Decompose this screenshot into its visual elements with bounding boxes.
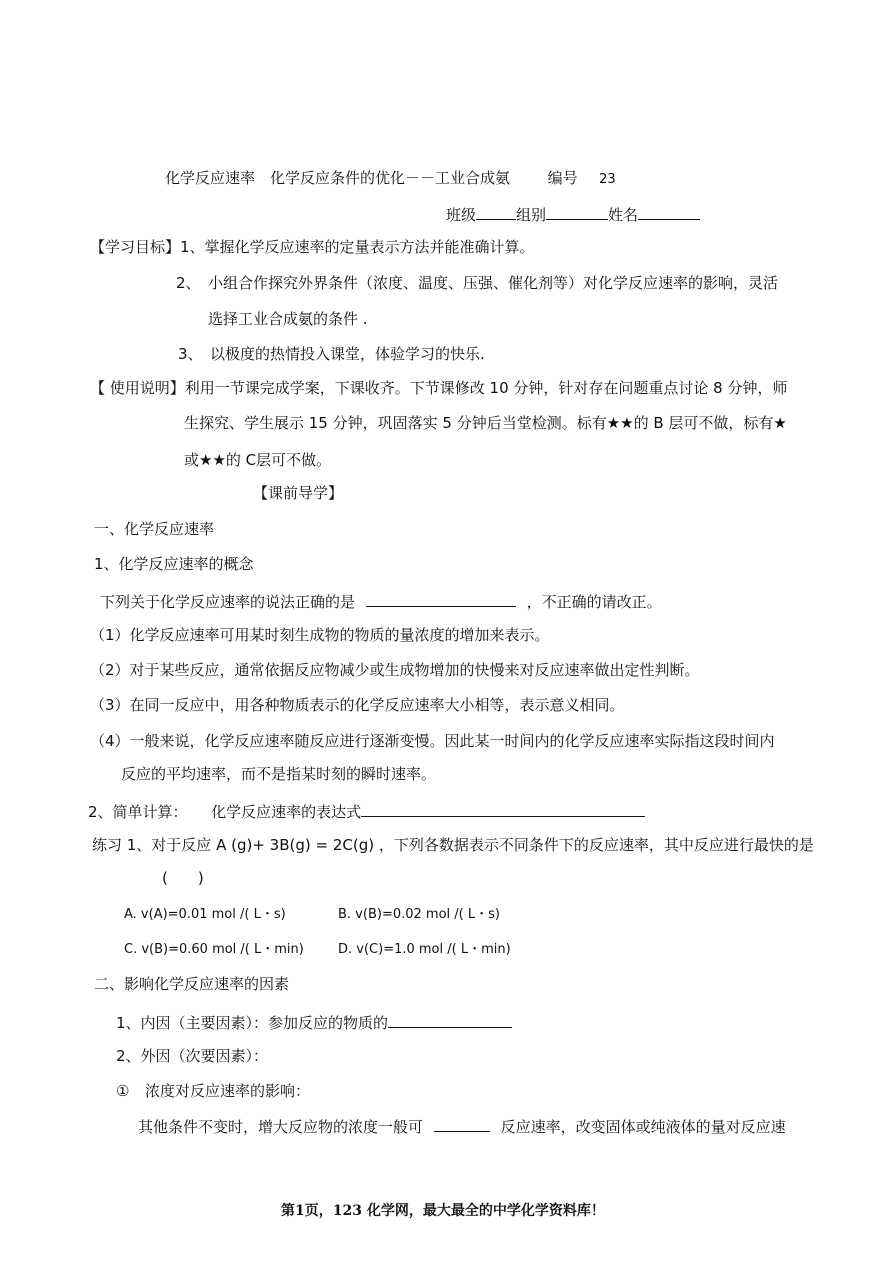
statement-3: （3）在同一反应中，用各种物质表示的化学反应速率大小相等，表示意义相同。 bbox=[90, 696, 625, 714]
statement-4: （4）一般来说，化学反应速率随反应进行逐渐变慢。因此某一时间内的化学反应速率实际指这段时间内 bbox=[90, 732, 775, 750]
objective-item-2b: 选择工业合成氨的条件 . bbox=[208, 310, 368, 328]
objective-item-2a: 2、 小组合作探究外界条件（浓度、温度、压强、催化剂等）对化学反应速率的影响，灵活 bbox=[176, 274, 779, 292]
statement-2: （2）对于某些反应，通常依据反应物减少或生成物增加的快慢来对反应速率做出定性判断。 bbox=[90, 661, 700, 679]
answer-blank[interactable] bbox=[366, 590, 516, 607]
statement-4-continued: 反应的平均速率，而不是指某时刻的瞬时速率。 bbox=[121, 765, 437, 783]
option-c: C. v(B)=0.60 mol /( L・min) bbox=[124, 942, 304, 957]
objectives-label: 【学习目标】 bbox=[90, 238, 181, 256]
name-label: 姓名 bbox=[608, 206, 639, 224]
option-a: A. v(A)=0.01 mol /( L・s) bbox=[124, 907, 286, 922]
sub2-text: 化学反应速率的表达式 bbox=[211, 803, 362, 821]
group-label: 组别 bbox=[516, 206, 547, 224]
section1-sub2 bbox=[88, 800, 645, 822]
answer-parentheses[interactable]: ( ) bbox=[162, 869, 204, 887]
practice-1 bbox=[92, 835, 814, 855]
document-title bbox=[165, 168, 616, 190]
option-d: D. v(C)=1.0 mol /( L・min) bbox=[338, 942, 511, 957]
objective-item-1: 1、掌握化学反应速率的定量表示方法并能准确计算。 bbox=[180, 238, 535, 256]
concentration-text-post: 反应速率，改变固体或纯液体的量对反应速 bbox=[500, 1118, 786, 1136]
circle-number-1: ① bbox=[116, 1082, 130, 1100]
class-blank[interactable] bbox=[476, 203, 516, 220]
usage-text-2: 生探究、学生展示 15 分钟，巩固落实 5 分钟后当堂检测。标有★★的 B 层可不做，标有★ bbox=[184, 414, 787, 432]
expression-blank[interactable] bbox=[361, 800, 645, 817]
preview-heading: 【课前导学】 bbox=[253, 484, 344, 502]
student-info-line bbox=[446, 203, 700, 225]
title-text: 化学反应速率 化学反应条件的优化－－工业合成氨 bbox=[165, 169, 511, 187]
page-footer: 第1页，123 化学网，最大最全的中学化学资料库！ bbox=[281, 1203, 605, 1219]
usage-line-1 bbox=[90, 378, 788, 398]
number-label: 编号 bbox=[547, 169, 578, 187]
class-label: 班级 bbox=[446, 206, 477, 224]
question-text: 下列关于化学反应速率的说法正确的是 bbox=[100, 593, 356, 611]
usage-text-1: 利用一节课完成学案，下课收齐。下节课修改 10 分钟，针对存在问题重点讨论 8 分钟，师 bbox=[184, 379, 788, 397]
statement-1: （1）化学反应速率可用某时刻生成物的物质的量浓度的增加来表示。 bbox=[90, 626, 550, 644]
section2-heading: 二、影响化学反应速率的因素 bbox=[94, 975, 290, 993]
usage-text-3: 或★★的 C层可不做。 bbox=[184, 451, 332, 469]
section1-question bbox=[100, 590, 662, 612]
sub2-label: 2、简单计算： bbox=[88, 803, 188, 821]
concentration-text bbox=[138, 1115, 786, 1137]
number-value: 23 bbox=[599, 172, 616, 187]
usage-label: 【 使用说明】 bbox=[90, 379, 185, 397]
internal-text: 1、内因（主要因素）：参加反应的物质的 bbox=[116, 1014, 389, 1032]
internal-blank[interactable] bbox=[388, 1011, 512, 1028]
section1-sub1: 1、化学反应速率的概念 bbox=[94, 555, 254, 573]
section1-heading: 一、化学反应速率 bbox=[94, 520, 215, 538]
name-blank[interactable] bbox=[638, 203, 700, 220]
section2-internal bbox=[116, 1011, 512, 1033]
question-tail: ，不正确的请改正。 bbox=[526, 593, 662, 611]
concentration-title-line bbox=[116, 1081, 310, 1101]
group-blank[interactable] bbox=[546, 203, 608, 220]
practice-question: ，下列各数据表示不同条件下的反应速率，其中反应进行最快的是 bbox=[378, 836, 814, 854]
option-b: B. v(B)=0.02 mol /( L・s) bbox=[338, 907, 500, 922]
objective-item-3: 3、 以极度的热情投入课堂，体验学习的快乐. bbox=[178, 345, 485, 363]
practice-equation: 练习 1、对于反应 A (g)+ 3B(g) = 2C(g) bbox=[92, 836, 375, 854]
section2-external: 2、外因（次要因素）： bbox=[116, 1047, 269, 1065]
objectives-line-1 bbox=[90, 237, 535, 257]
concentration-text-pre: 其他条件不变时，增大反应物的浓度一般可 bbox=[138, 1118, 424, 1136]
concentration-blank[interactable] bbox=[434, 1115, 490, 1132]
concentration-title: 浓度对反应速率的影响： bbox=[145, 1082, 311, 1100]
